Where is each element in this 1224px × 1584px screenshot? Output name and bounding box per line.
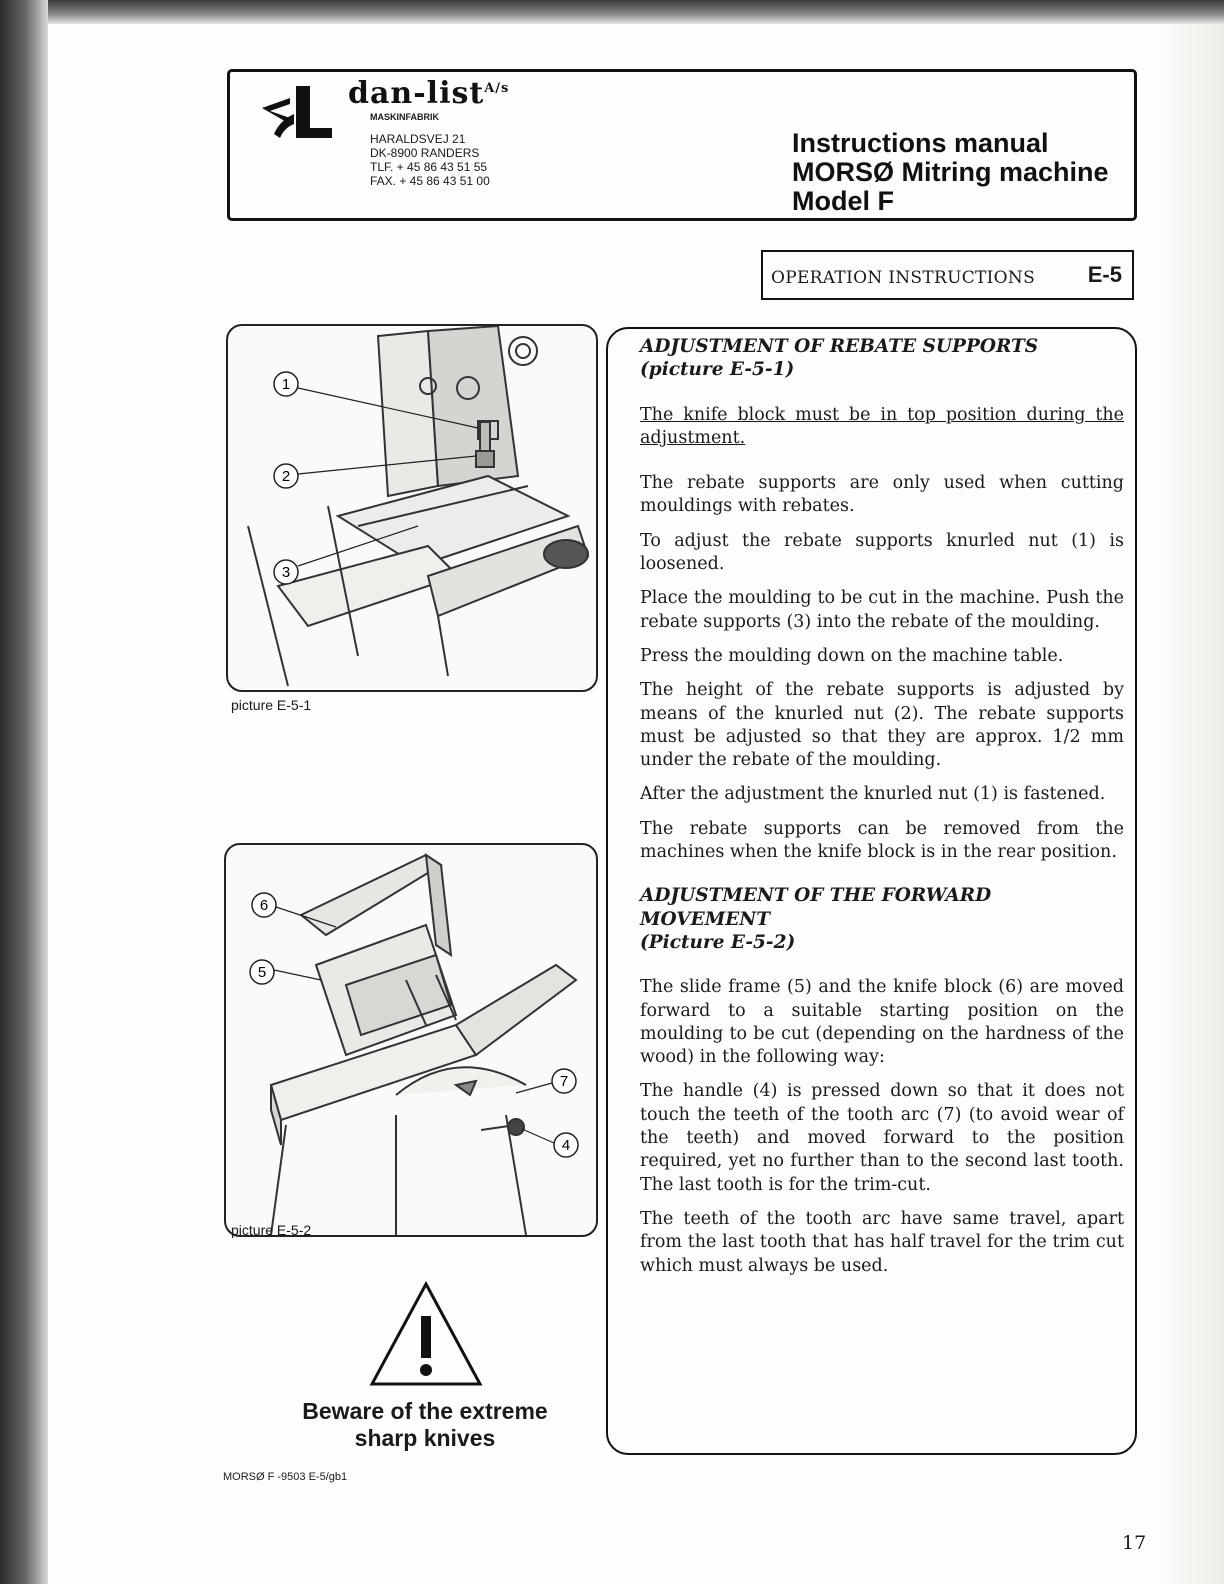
paragraph: Place the moulding to be cut in the machine. Push the rebate supports (3) into the rebate of the moulding. xyxy=(640,588,1124,632)
forward-movement-heading: ADJUSTMENT OF THE FORWARD MOVEMENT xyxy=(640,885,992,930)
callout-6: 6 xyxy=(259,897,269,914)
paragraph: The slide frame (5) and the knife block (6) are moved forward to a suitable starting position on the moulding to be cut (depending on the hardness of the wood) in the following way: xyxy=(640,977,1124,1068)
callout-2: 2 xyxy=(281,468,291,485)
forward-movement-illustration xyxy=(226,845,598,1237)
rebate-support-illustration xyxy=(228,326,598,692)
scan-edge-right xyxy=(1162,24,1224,1584)
paragraph: The teeth of the tooth arc have same travel, apart from the last tooth that has half travel for the trim cut which must always be used. xyxy=(640,1208,1124,1276)
section-label: OPERATION INSTRUCTIONS xyxy=(771,268,1036,288)
company-address: HARALDSVEJ 21 DK-8900 RANDERS TLF. + 45 86 43 51 55 FAX. + 45 86 43 51 00 xyxy=(370,132,490,188)
page-number: 17 xyxy=(1122,1532,1147,1554)
brand-subtitle: MASKINFABRIK xyxy=(370,112,439,122)
paragraph: The rebate supports are only used when cutting mouldings with rebates. xyxy=(640,473,1124,517)
rebate-supports-subheading: (picture E-5-1) xyxy=(640,359,795,381)
paragraph: The height of the rebate supports is adjusted by means of the knurled nut (2). The rebate supports must be adjusted so that they are approx. 1/2 mm under the rebate of the moulding. xyxy=(640,680,1124,771)
callout-7: 7 xyxy=(559,1073,569,1090)
picture-e-5-1 xyxy=(226,324,598,692)
section-code: E-5 xyxy=(1087,262,1122,287)
picture-e-5-2-caption: picture E-5-2 xyxy=(231,1222,312,1238)
brand-wordmark: dan-list$^{A/s}$ xyxy=(348,76,510,111)
callout-3: 3 xyxy=(281,564,291,581)
paragraph: To adjust the rebate supports knurled nut (1) is loosened. xyxy=(640,530,1124,575)
instructions-text-box xyxy=(606,327,1137,1455)
callout-1: 1 xyxy=(281,376,291,393)
section-label-box xyxy=(761,250,1134,300)
document-header xyxy=(227,69,1137,221)
knife-block-note: The knife block must be in top position during the adjustment. xyxy=(640,404,1124,448)
paragraph: Press the moulding down on the machine table. xyxy=(640,645,1064,666)
picture-e-5-2 xyxy=(224,843,598,1237)
warning-text: Beware of the extreme sharp knives xyxy=(302,1398,548,1451)
paragraph: The rebate supports can be removed from the machines when the knife block is in the rear position. xyxy=(640,818,1124,863)
manual-title: Instructions manual MORSØ Mitring machine Model F xyxy=(792,128,1109,216)
paragraph: The handle (4) is pressed down so that it does not touch the teeth of the tooth arc (7) (to avoid wear of the teeth) and moved forward to the position required, yet no further than to the second last tooth. The last tooth is for the trim-cut. xyxy=(640,1081,1124,1195)
callout-4: 4 xyxy=(561,1137,571,1154)
picture-e-5-1-caption: picture E-5-1 xyxy=(231,697,312,713)
rebate-supports-heading: ADJUSTMENT OF REBATE SUPPORTS xyxy=(640,336,1039,357)
scan-edge-top xyxy=(0,0,1224,24)
forward-movement-subheading: (Picture E-5-2) xyxy=(640,931,796,953)
paragraph: After the adjustment the knurled nut (1) is fastened. xyxy=(640,784,1106,805)
document-code: MORSØ F -9503 E-5/gb1 xyxy=(223,1471,348,1483)
warning-triangle-icon xyxy=(368,1280,484,1388)
dan-list-logo-icon xyxy=(260,84,350,142)
callout-5: 5 xyxy=(257,964,267,981)
scan-edge-left xyxy=(0,0,48,1584)
